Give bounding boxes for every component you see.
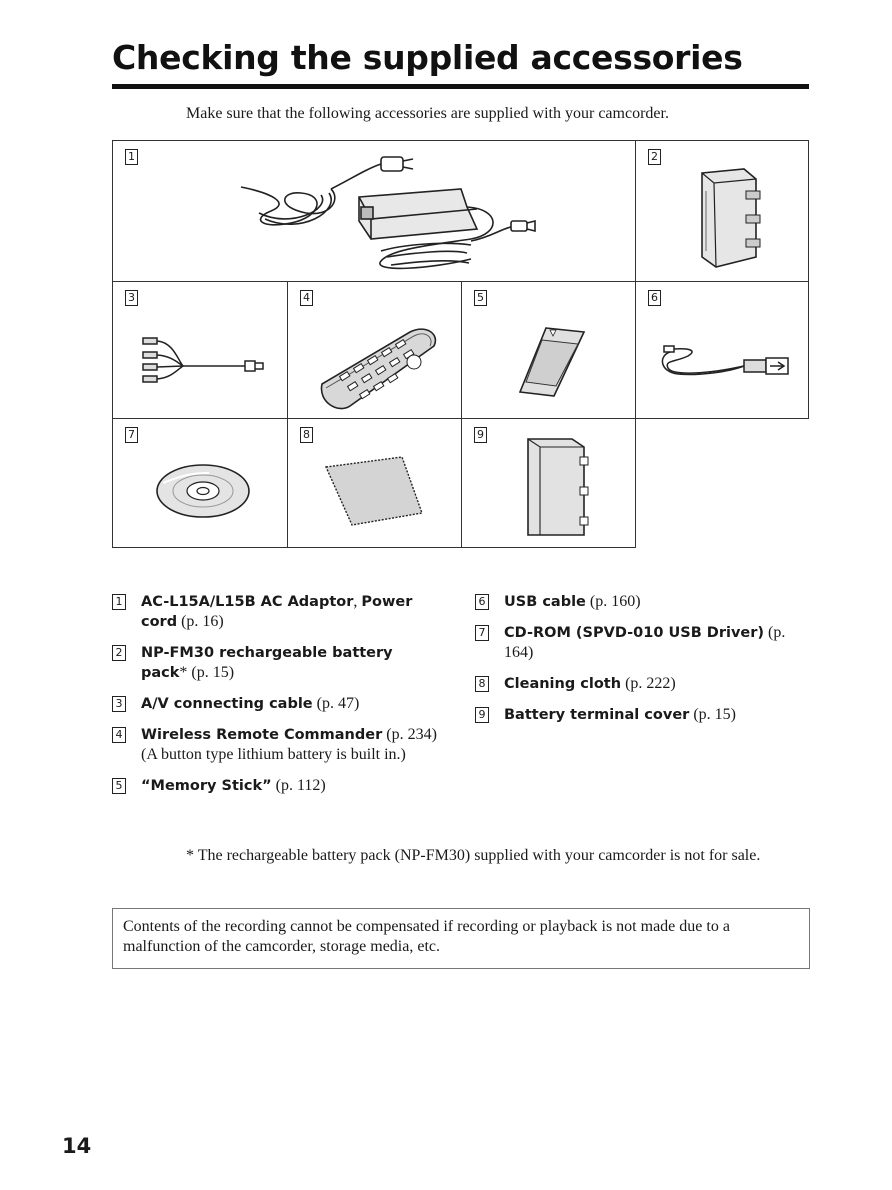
av-cable-illustration xyxy=(133,330,273,390)
item-name: AC-L15A/L15B AC Adaptor xyxy=(141,594,354,610)
title-rule xyxy=(112,84,809,89)
figure-ac-adaptor xyxy=(112,140,636,282)
remote-commander-illustration xyxy=(310,310,450,410)
list-item xyxy=(475,623,805,663)
item-name: USB cable xyxy=(504,594,586,610)
figure-number: 8 xyxy=(300,427,313,443)
battery-terminal-cover-illustration xyxy=(516,431,596,543)
figure-cd-rom xyxy=(112,418,288,548)
page-number: 14 xyxy=(62,1134,92,1158)
item-name: NP-FM30 rechargeable battery pack xyxy=(141,645,393,681)
figure-number: 9 xyxy=(474,427,487,443)
item-page-ref: * (p. 15) xyxy=(179,664,235,681)
list-item xyxy=(112,694,442,714)
item-name: “Memory Stick” xyxy=(141,778,272,794)
cd-rom-illustration xyxy=(153,461,253,521)
item-page-ref: (p. 234) (A button type lithium battery is built in.) xyxy=(141,726,437,763)
item-number: 3 xyxy=(112,696,126,712)
item-name: Battery terminal cover xyxy=(504,707,690,723)
item-page-ref: (p. 16) xyxy=(177,613,224,630)
item-name-2: Power cord xyxy=(141,594,413,630)
cleaning-cloth-illustration xyxy=(322,453,432,533)
item-number: 5 xyxy=(112,778,126,794)
figure-battery-pack xyxy=(635,140,809,282)
item-name: Wireless Remote Commander xyxy=(141,727,383,743)
figure-remote-commander xyxy=(287,281,462,419)
list-item xyxy=(112,592,442,632)
item-page-ref: (p. 164) xyxy=(504,624,786,661)
item-number: 6 xyxy=(475,594,489,610)
accessory-list-right xyxy=(475,592,805,736)
item-number: 2 xyxy=(112,645,126,661)
accessory-list-left xyxy=(112,592,442,807)
list-item xyxy=(475,674,805,694)
notice-box: Contents of the recording cannot be compensated if recording or playback is not made due to a malfunction of the camcorder, storage media, etc. xyxy=(112,908,810,969)
figure-memory-stick xyxy=(461,281,636,419)
figure-battery-terminal-cover xyxy=(461,418,636,548)
list-item xyxy=(475,705,805,725)
figure-number: 2 xyxy=(648,149,661,165)
item-name: Cleaning cloth xyxy=(504,676,622,692)
figure-av-cable xyxy=(112,281,288,419)
item-number: 4 xyxy=(112,727,126,743)
list-item xyxy=(475,592,805,612)
item-name: A/V connecting cable xyxy=(141,696,313,712)
item-page-ref: (p. 112) xyxy=(271,777,326,794)
intro-text: Make sure that the following accessories are supplied with your camcorder. xyxy=(186,105,669,122)
list-item xyxy=(112,725,442,765)
item-number: 9 xyxy=(475,707,489,723)
item-page-ref: (p. 15) xyxy=(689,706,736,723)
item-number: 7 xyxy=(475,625,489,641)
figure-cleaning-cloth xyxy=(287,418,462,548)
item-number: 8 xyxy=(475,676,489,692)
figure-number: 3 xyxy=(125,290,138,306)
footnote: * The rechargeable battery pack (NP-FM30) supplied with your camcorder is not for sale. xyxy=(186,847,761,864)
list-item xyxy=(112,776,442,796)
battery-pack-illustration xyxy=(694,161,764,271)
list-item xyxy=(112,643,442,683)
item-page-ref: (p. 222) xyxy=(621,675,676,692)
figure-number: 4 xyxy=(300,290,313,306)
item-separator: , xyxy=(353,593,362,610)
memory-stick-illustration xyxy=(516,322,596,402)
ac-adaptor-illustration xyxy=(231,149,551,279)
item-page-ref: (p. 160) xyxy=(585,593,641,610)
item-name: CD-ROM (SPVD-010 USB Driver) xyxy=(504,625,765,641)
item-number: 1 xyxy=(112,594,126,610)
figure-usb-cable xyxy=(635,281,809,419)
figure-number: 6 xyxy=(648,290,661,306)
figure-number: 1 xyxy=(125,149,138,165)
figure-number: 5 xyxy=(474,290,487,306)
page-title: Checking the supplied accessories xyxy=(112,38,743,77)
usb-cable-illustration xyxy=(648,338,798,388)
figure-number: 7 xyxy=(125,427,138,443)
item-page-ref: (p. 47) xyxy=(312,695,360,712)
